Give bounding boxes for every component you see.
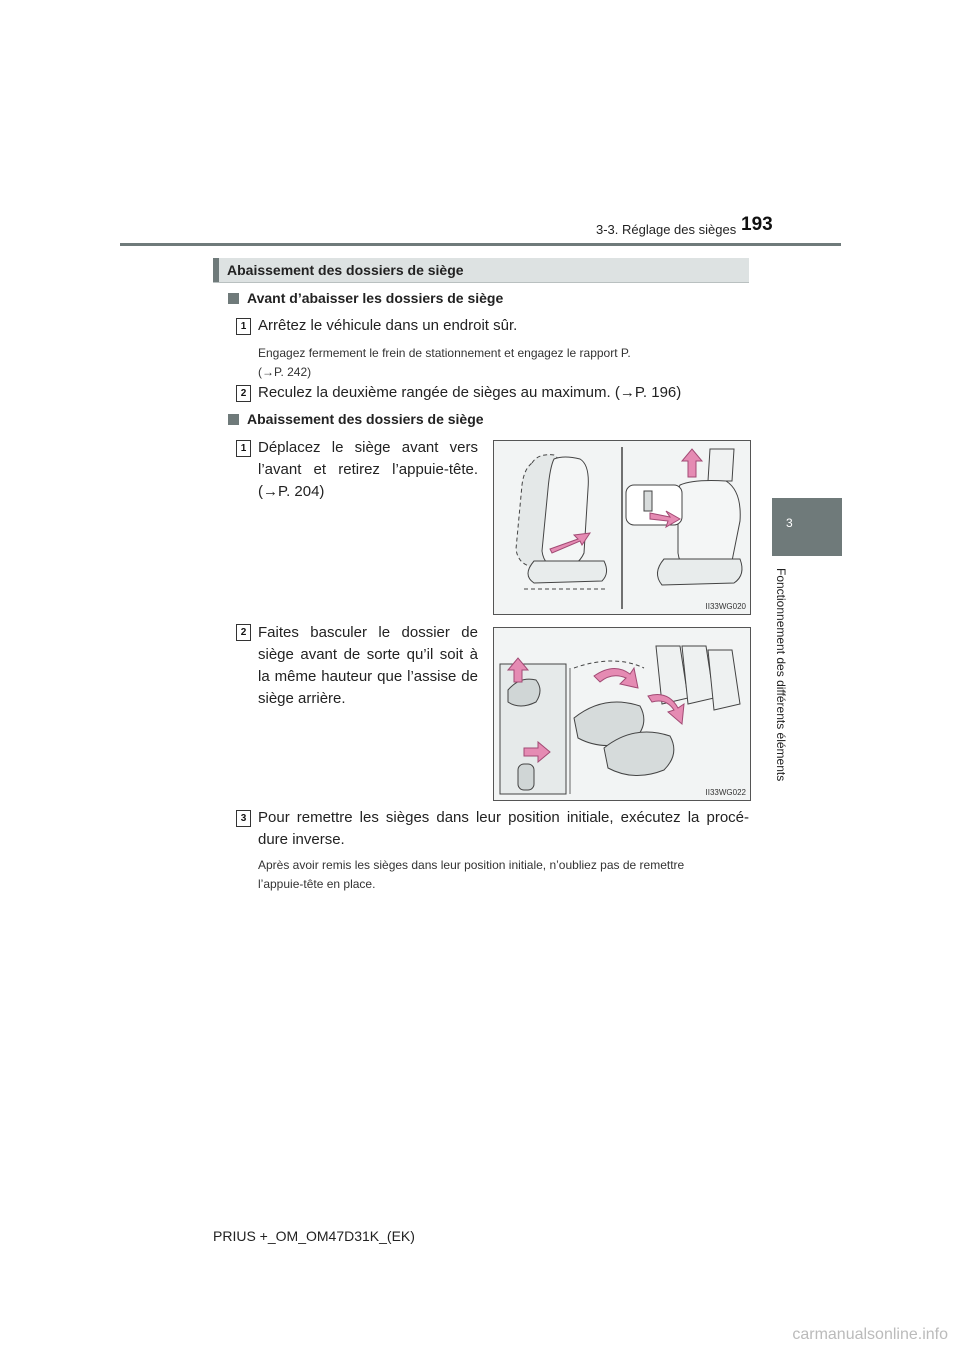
chapter-tab <box>772 498 842 556</box>
step-line: siège avant de sorte qu’il soit à <box>258 646 478 663</box>
square-bullet-icon <box>228 414 239 425</box>
chapter-title: Fonctionnement des différents éléments <box>774 568 788 782</box>
subheading-folding <box>228 411 484 427</box>
chapter-number: 3 <box>786 516 793 530</box>
step-line: la même hauteur que l’assise de <box>258 668 478 685</box>
step-line: Déplacez le siège avant vers <box>258 439 478 456</box>
seat-illustration <box>494 441 750 614</box>
step-text-block <box>258 622 478 710</box>
subheading-folding-text: Abaissement des dossiers de siège <box>247 411 484 427</box>
rear-seat-illustration <box>494 628 750 800</box>
section-title: Abaissement des dossiers de siège <box>227 262 464 278</box>
step-number-box: 3 <box>236 810 251 827</box>
step-line: siège arrière. <box>258 690 346 707</box>
step-note: Après avoir remis les sièges dans leur position initiale, n’oubliez pas de remettre <box>258 858 685 872</box>
page-number: 193 <box>741 214 773 235</box>
watermark: carmanualsonline.info <box>792 1326 948 1343</box>
step-text: Arrêtez le véhicule dans un endroit sûr. <box>258 317 518 334</box>
footer-document-code: PRIUS +_OM_OM47D31K_(EK) <box>213 1228 415 1244</box>
section-title-bar <box>213 258 749 283</box>
step-number-box: 2 <box>236 624 251 641</box>
step-text-block <box>258 807 749 851</box>
step-text: Reculez la deuxième rangée de sièges au maximum. (→P. 196) <box>258 384 682 401</box>
step-line: dure inverse. <box>258 831 345 848</box>
figure-code: II33WG020 <box>705 602 746 611</box>
figure-code: II33WG022 <box>705 788 746 797</box>
subheading-before-text: Avant d’abaisser les dossiers de siège <box>247 290 504 306</box>
step-number-box: 1 <box>236 440 251 457</box>
step-line: Pour remettre les sièges dans leur position initiale, exécutez la procé- <box>258 809 749 826</box>
step-line: Faites basculer le dossier de <box>258 624 478 641</box>
step-text-block <box>258 437 478 503</box>
section-accent <box>213 258 219 282</box>
step-number-box: 2 <box>236 385 251 402</box>
subheading-before <box>228 290 503 306</box>
square-bullet-icon <box>228 293 239 304</box>
step-note: Engagez fermement le frein de stationnement et engagez le rapport P. <box>258 346 631 360</box>
step-line: l’avant et retirez l’appuie-tête. <box>258 461 478 478</box>
header-rule <box>120 243 841 246</box>
step-number-box: 1 <box>236 318 251 335</box>
chapter-title-vertical <box>766 560 806 820</box>
figure-front-seat <box>493 440 751 615</box>
step-note-ref[interactable]: (→P. 242) <box>258 365 312 379</box>
step-line-ref[interactable]: (→P. 204) <box>258 483 325 500</box>
figure-rear-seats <box>493 627 751 801</box>
step-note: l’appuie-tête en place. <box>258 877 376 891</box>
header-section-title: 3-3. Réglage des sièges <box>596 222 737 237</box>
